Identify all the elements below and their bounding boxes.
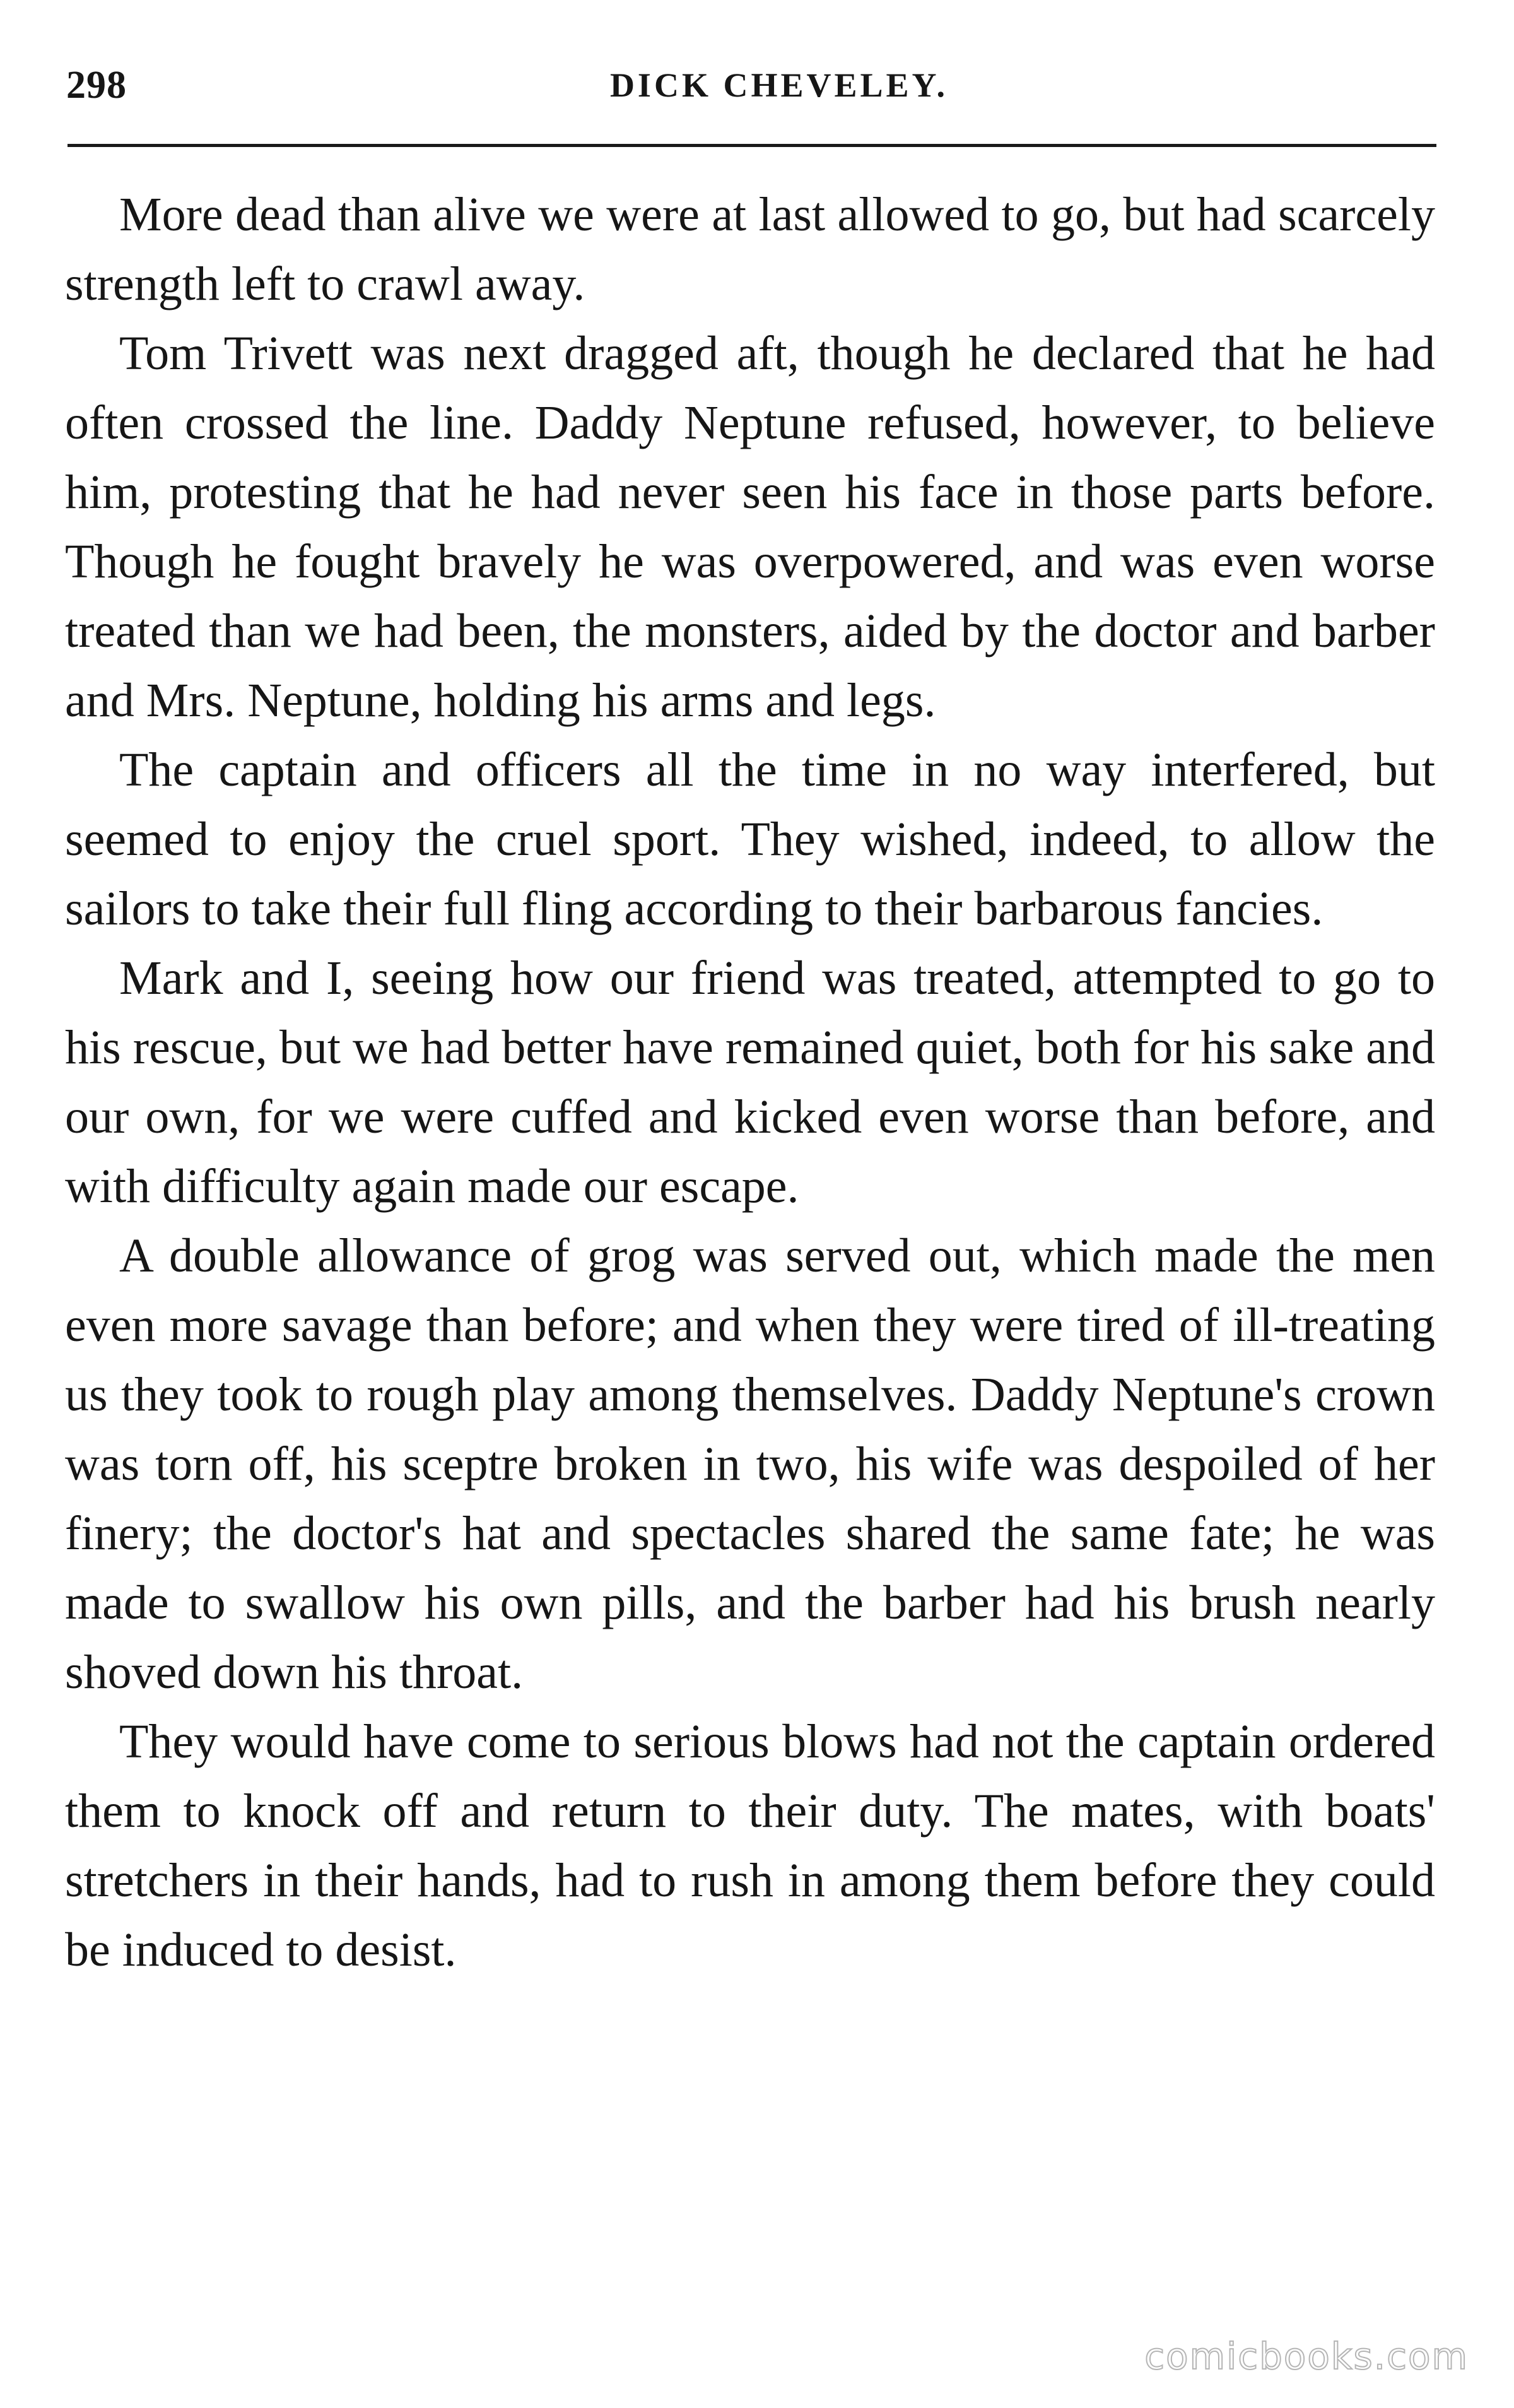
- paragraph: They would have come to serious blows had not the captain ordered them to knock off and return to their duty. The mates, with boats' stretchers in their hands, had to rush in among them before they could be induced to desist.: [65, 1715, 1435, 1976]
- header-rule: [67, 144, 1436, 147]
- page-number: 298: [66, 64, 127, 107]
- watermark: comicbooks.com: [1144, 2335, 1469, 2378]
- paragraph: A double allowance of grog was served out, which made the men even more savage than before; and when they were tired of ill-treating us they took to rough play among themselves. Daddy Neptune's crown was torn off, his sceptre broken in two, his wife was despoiled of her finery; the doctor's hat and spectacles shared the same fate; he was made to swallow his own pills, and the barber had his brush nearly shoved down his throat.: [65, 1229, 1435, 1699]
- paragraph: Mark and I, seeing how our friend was treated, attempted to go to his rescue, but we had better have remained quiet, both for his sake and our own, for we were cuffed and kicked even worse than before, and with difficulty again made our escape.: [65, 952, 1435, 1213]
- body-text: [65, 180, 1435, 1985]
- running-title: DICK CHEVELEY.: [609, 66, 949, 104]
- paragraph: Tom Trivett was next dragged aft, though he declared that he had often crossed the line. Daddy Neptune refused, however, to believe him, protesting that he had never seen his face in those parts before. Though he fought bravely he was overpowered, and was even worse treated than we had been, the monsters, aided by the doctor and barber and Mrs. Neptune, holding his arms and legs.: [65, 327, 1435, 727]
- page-header: [66, 57, 1435, 114]
- paragraph: The captain and officers all the time in no way interfered, but seemed to enjoy the cruel sport. They wished, indeed, to allow the sailors to take their full fling according to their barbarous fancies.: [65, 743, 1435, 935]
- paragraph: More dead than alive we were at last allowed to go, but had scarcely strength left to crawl away.: [65, 188, 1435, 310]
